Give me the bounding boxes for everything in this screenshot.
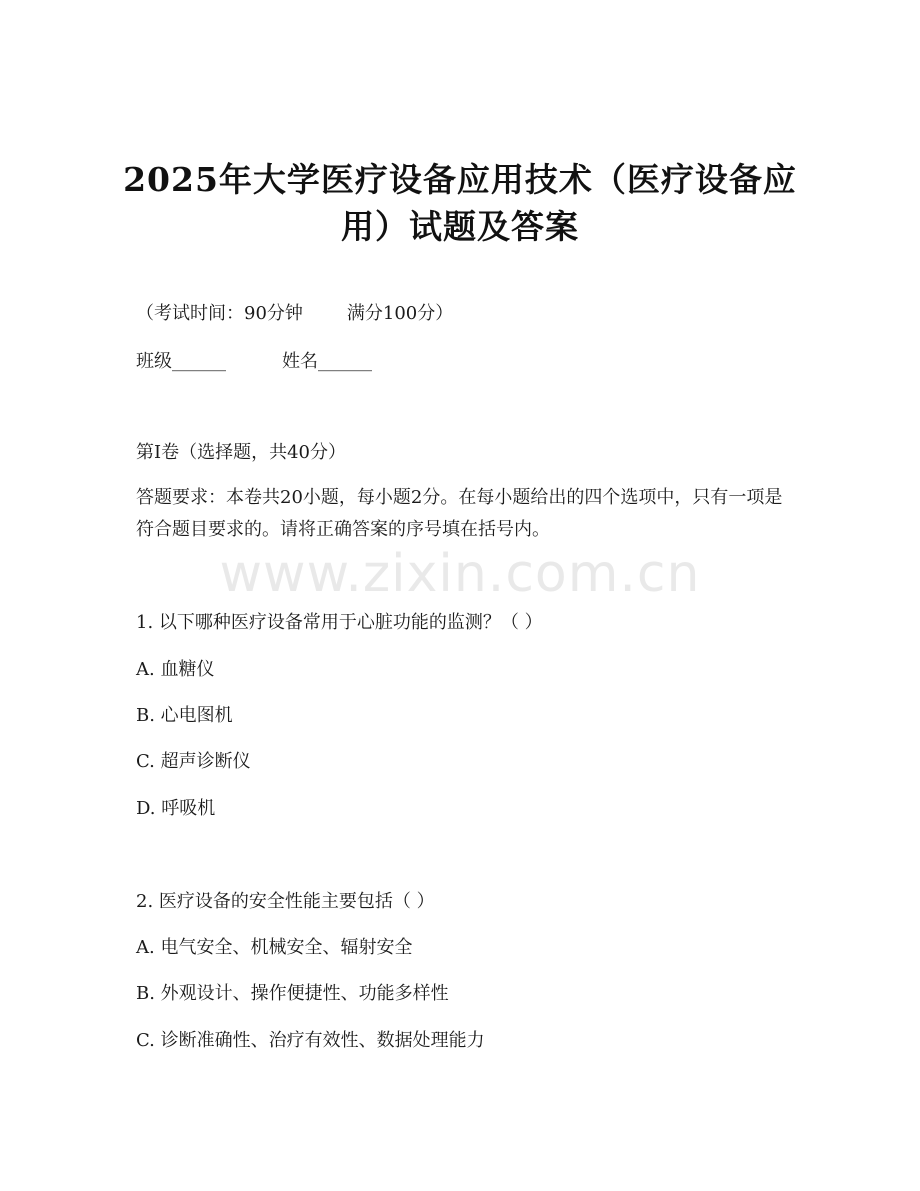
full-score: 满分100分） bbox=[346, 303, 454, 324]
exam-meta bbox=[136, 305, 453, 323]
question-1-option-b: B. 心电图机 bbox=[136, 705, 233, 726]
question-2-option-c: C. 诊断准确性、治疗有效性、数据处理能力 bbox=[136, 1030, 485, 1051]
page-title-line-1: 2025年大学医疗设备应用技术（医疗设备应 bbox=[123, 160, 797, 199]
section-title: 第I卷（选择题，共40分） bbox=[136, 442, 347, 463]
class-field: 班级______ bbox=[136, 351, 226, 372]
question-2-option-a: A. 电气安全、机械安全、辐射安全 bbox=[136, 937, 413, 958]
watermark: www.zixin.com.cn bbox=[219, 544, 701, 604]
exam-time: （考试时间：90分钟 bbox=[136, 303, 303, 324]
question-1-option-a: A. 血糖仪 bbox=[136, 659, 215, 680]
question-2-option-b: B. 外观设计、操作便捷性、功能多样性 bbox=[136, 983, 449, 1004]
question-2-stem: 2. 医疗设备的安全性能主要包括（ ） bbox=[136, 891, 435, 912]
student-info bbox=[136, 353, 372, 371]
instructions: 答题要求：本卷共20小题，每小题2分。在每小题给出的四个选项中，只有一项是符合题目要求的。请将正确答案的序号填在括号内。 bbox=[136, 487, 783, 540]
question-1-option-d: D. 呼吸机 bbox=[136, 798, 216, 819]
name-field: 姓名______ bbox=[282, 351, 372, 372]
question-1-stem: 1. 以下哪种医疗设备常用于心脏功能的监测？（ ） bbox=[136, 612, 543, 633]
page-title-line-2: 用）试题及答案 bbox=[341, 207, 579, 246]
question-1-option-c: C. 超声诊断仪 bbox=[136, 751, 251, 772]
